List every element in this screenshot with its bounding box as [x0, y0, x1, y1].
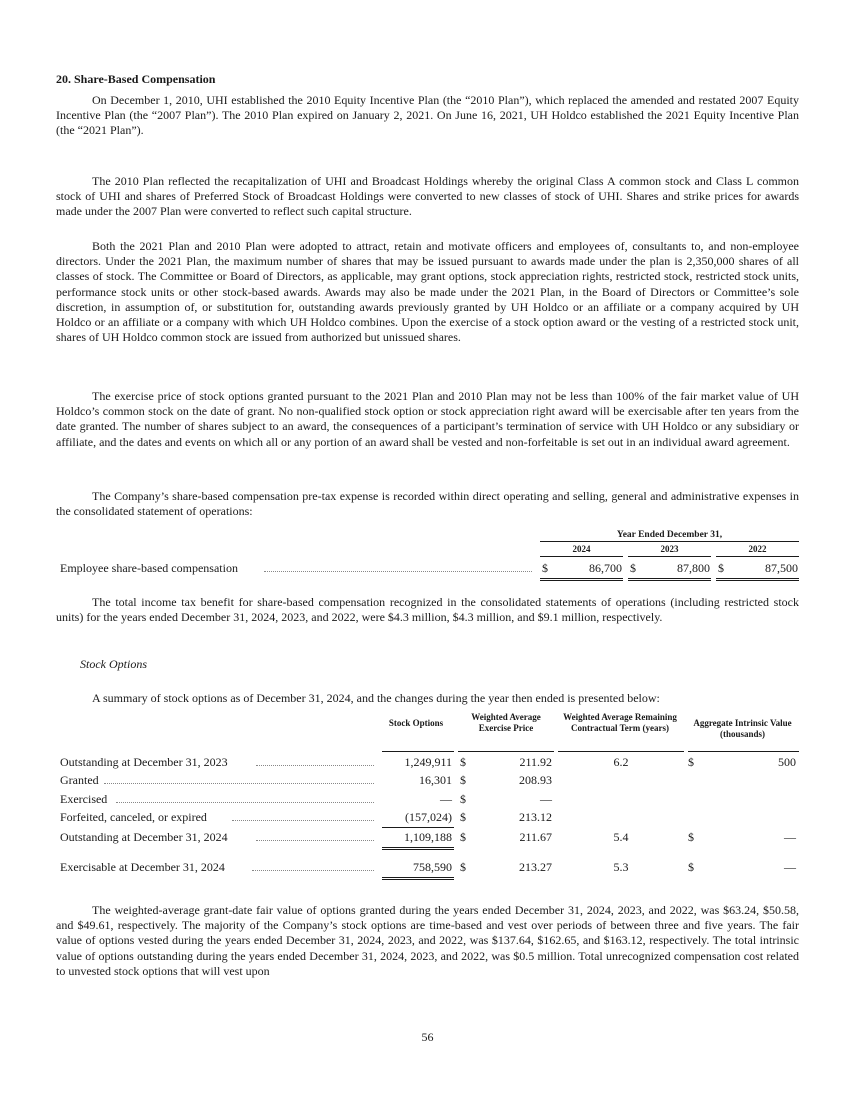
options-count: 1,109,188 [404, 830, 452, 844]
intrinsic-value: — [784, 860, 796, 874]
year-header: 2022 [748, 544, 767, 554]
paragraph-recapitalization: The 2010 Plan reflected the recapitalization of UHI and Broadcast Holdings whereby the original Class A common stock and Class L common stock of UHI and shares of Preferred Stock of Broadcast Holdings were converted to new classes of stock of UHI. Shares and strike prices for awards made under the 2007 Plan were converted to reflect such capital structure. [56, 174, 799, 219]
leader-dots [252, 870, 374, 871]
intrinsic-value: — [784, 830, 796, 844]
section-heading: 20. Share-Based Compensation [56, 72, 216, 86]
contractual-term: 5.3 [613, 860, 629, 874]
row-label: Outstanding at December 31, 2024 [60, 830, 228, 844]
header-rule [382, 751, 454, 752]
leader-dots [264, 571, 532, 572]
options-count: 16,301 [419, 773, 452, 787]
table-row [56, 792, 799, 807]
currency-sign: $ [688, 860, 694, 874]
header-rule [458, 751, 554, 752]
total-rule [540, 578, 623, 579]
total-rule [382, 847, 454, 848]
currency-sign: $ [460, 860, 466, 874]
header-rule [540, 541, 799, 542]
exercise-price: — [540, 792, 552, 806]
exercise-price: 208.93 [519, 773, 552, 787]
currency-sign: $ [460, 755, 466, 769]
row-label: Exercisable at December 31, 2024 [60, 860, 225, 874]
total-rule [382, 877, 454, 878]
leader-dots [104, 783, 374, 784]
paragraph-tax-benefit: The total income tax benefit for share-based compensation recognized in the consolidated statements of operations (including restricted stock units) for the years ended December 31, 2024, 2023, and 2022, were $4.3 million, $4.3 million, and $9.1 million, respectively. [56, 595, 799, 625]
header-rule [558, 751, 684, 752]
expense-value-2024: 86,700 [589, 561, 622, 575]
options-count: — [440, 792, 452, 806]
row-label: Granted [60, 773, 99, 787]
stock-options-intro: A summary of stock options as of December 31, 2024, and the changes during the year then ended is presented below: [92, 691, 660, 705]
total-rule [382, 849, 454, 850]
currency-sign: $ [460, 773, 466, 787]
currency-sign: $ [460, 792, 466, 806]
contractual-term: 6.2 [613, 755, 629, 769]
table-row [56, 860, 799, 875]
leader-dots [256, 840, 374, 841]
year-header: 2023 [660, 544, 679, 554]
exercise-price: 211.67 [519, 830, 552, 844]
table-row [56, 773, 799, 788]
column-header-contractual-term: Weighted Average Remaining Contractual Term (years) [563, 712, 677, 733]
year-rule [540, 556, 623, 557]
expense-table-header: Year Ended December 31, [616, 530, 723, 540]
table-row [56, 830, 799, 845]
currency-sign: $ [718, 561, 724, 575]
column-header-stock-options: Stock Options [388, 718, 444, 728]
options-count: (157,024) [405, 810, 452, 824]
column-header-intrinsic-value: Aggregate Intrinsic Value (thousands) [693, 718, 792, 739]
column-header-exercise-price: Weighted Average Exercise Price [471, 712, 541, 733]
row-label: Outstanding at December 31, 2023 [60, 755, 228, 769]
year-rule [628, 556, 711, 557]
expense-row-label: Employee share-based compensation [60, 561, 238, 575]
total-rule [628, 580, 711, 581]
exercise-price: 213.27 [519, 860, 552, 874]
currency-sign: $ [542, 561, 548, 575]
total-rule [540, 580, 623, 581]
subtotal-rule [382, 827, 454, 828]
page-number: 56 [421, 1030, 434, 1044]
paragraph-exercise-price: The exercise price of stock options granted pursuant to the 2021 Plan and 2010 Plan may not be less than 100% of the fair market value of UH Holdco’s common stock on the date of grant. No non-qualified stock option or stock appreciation right award will be exercisable after ten years from the date granted. The number of shares subject to an award, the consequences of a participant’s termination of service with UH Holdco or any subsidiary or affiliate, and the dates and events on which all or any portion of an award shall be vested and non-forfeitable is set out in an individual award agreement. [56, 389, 799, 449]
options-count: 1,249,911 [404, 755, 452, 769]
stock-options-subheading: Stock Options [80, 657, 147, 671]
expense-row [56, 561, 799, 576]
currency-sign: $ [630, 561, 636, 575]
table-row [56, 810, 799, 825]
total-rule [628, 578, 711, 579]
contractual-term: 5.4 [613, 830, 629, 844]
expense-value-2022: 87,500 [765, 561, 798, 575]
leader-dots [116, 802, 374, 803]
currency-sign: $ [688, 755, 694, 769]
paragraph-plan-purpose: Both the 2021 Plan and 2010 Plan were adopted to attract, retain and motivate officers and employees of, consultants to, and non-employee directors. Under the 2021 Plan, the maximum number of shares that may be issued pursuant to awards made under the plan is 2,350,000 shares of all classes of stock. The Committee or Board of Directors, as applicable, may grant options, stock appreciation rights, restricted stock, restricted stock units, performance stock units or other stock-based awards. Awards may also be made under the 2021 Plan, in the Board of Directors or Committee’s sole discretion, in assumption of, or substitution for, outstanding awards previously granted by UH Holdco or an affiliate or a company acquired by UH Holdco or an affiliate or a company with which UH Holdco combines. Upon the exercise of a stock option award or the vesting of a restricted stock unit, shares of UH Holdco common stock are issued from authorized but unissued shares. [56, 239, 799, 345]
year-rule [716, 556, 799, 557]
intrinsic-value: 500 [778, 755, 796, 769]
total-rule [382, 879, 454, 880]
currency-sign: $ [688, 830, 694, 844]
total-rule [716, 580, 799, 581]
currency-sign: $ [460, 810, 466, 824]
exercise-price: 211.92 [519, 755, 552, 769]
paragraph-expense-intro: The Company’s share-based compensation pre-tax expense is recorded within direct operating and selling, general and administrative expenses in the consolidated statement of operations: [56, 489, 799, 519]
exercise-price: 213.12 [519, 810, 552, 824]
row-label: Forfeited, canceled, or expired [60, 810, 207, 824]
currency-sign: $ [460, 830, 466, 844]
leader-dots [256, 765, 374, 766]
row-label: Exercised [60, 792, 108, 806]
table-row [56, 755, 799, 770]
paragraph-plan-history: On December 1, 2010, UHI established the 2010 Equity Incentive Plan (the “2010 Plan”), which replaced the amended and restated 2007 Equity Incentive Plan (the “2007 Plan”). The 2010 Plan expired on January 2, 2021. On June 16, 2021, UH Holdco established the 2021 Equity Incentive Plan (the “2021 Plan”). [56, 93, 799, 138]
total-rule [716, 578, 799, 579]
options-count: 758,590 [413, 860, 452, 874]
header-rule [688, 751, 799, 752]
leader-dots [232, 820, 374, 821]
year-header: 2024 [572, 544, 591, 554]
expense-value-2023: 87,800 [677, 561, 710, 575]
paragraph-fair-value: The weighted-average grant-date fair value of options granted during the years ended December 31, 2024, 2023, and 2022, was $63.24, $50.58, and $49.61, respectively. The majority of the Company’s stock options are time-based and vest over periods of between three and five years. The fair value of options vested during the years ended December 31, 2024, 2023, and 2022, was $137.64, $162.65, and $163.12, respectively. The total intrinsic value of options outstanding during the years ended December 31, 2024, 2023, and 2022, was $0.5 million. Total unrecognized compensation cost related to unvested stock options that will vest upon [56, 903, 799, 978]
